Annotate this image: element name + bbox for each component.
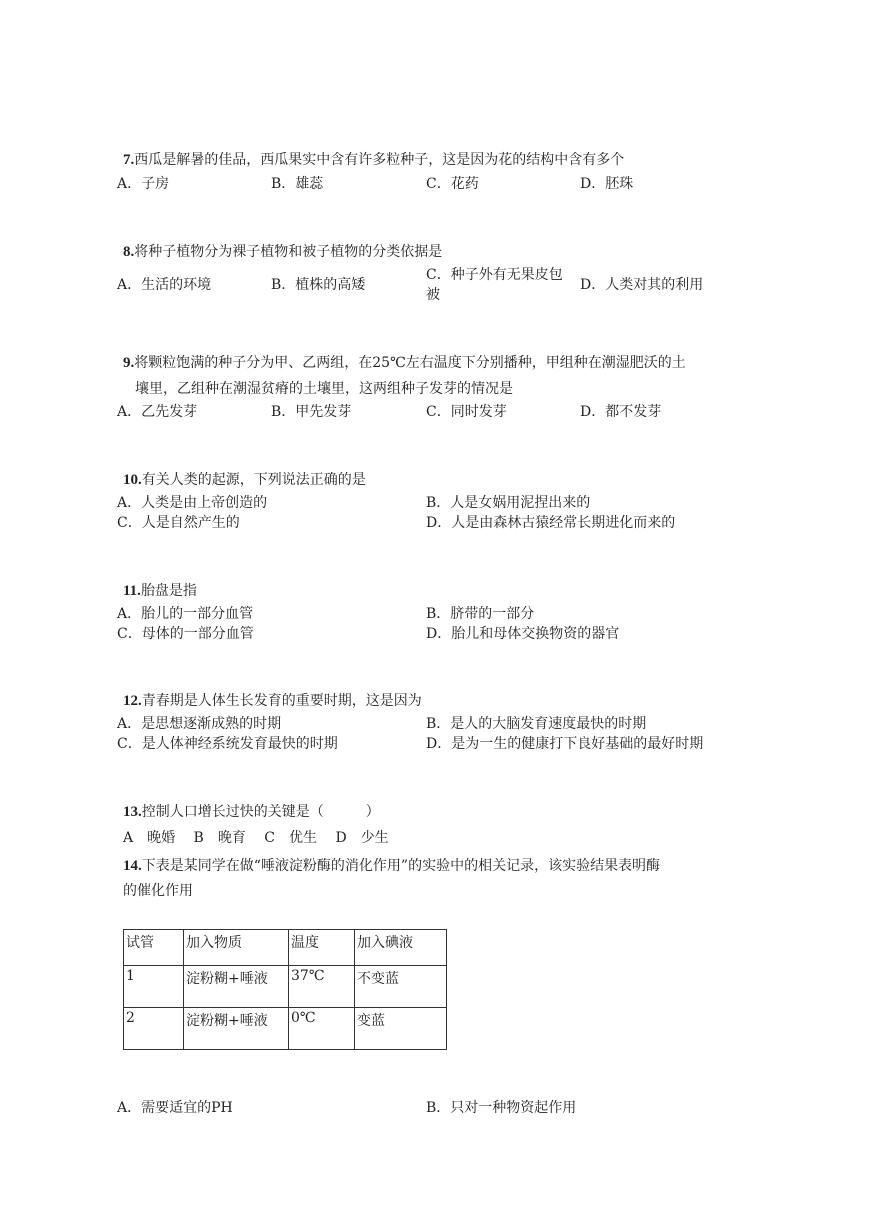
- table-header-cell: 试管: [124, 930, 184, 966]
- question-number: 14.: [123, 858, 142, 874]
- table-header-cell: 加入物质: [184, 930, 289, 966]
- option-d: D．都不发芽: [580, 404, 662, 420]
- question-9-stem: 9.将颗粒饱满的种子分为甲、乙两组，在25℃左右温度下分别播种，甲组种在潮湿肥沃的土: [123, 355, 686, 371]
- question-13-stem: 13.控制人口增长过快的关键是（ ）: [123, 804, 380, 820]
- table-cell: 不变蓝: [355, 966, 447, 1008]
- table-header-row: [124, 930, 447, 966]
- question-10-stem: 10.有关人类的起源，下列说法正确的是: [123, 472, 366, 488]
- experiment-record-table: [123, 929, 447, 1050]
- option-c: C．种子外有无果皮包被: [426, 267, 563, 303]
- option-c: C．是人体神经系统发育最快的时期: [117, 736, 338, 752]
- table-row: [124, 1008, 447, 1050]
- option-b: B．是人的大脑发育速度最快的时期: [426, 716, 647, 732]
- option-a: A．是思想逐渐成熟的时期: [117, 716, 282, 732]
- option-b: B．植株的高矮: [271, 277, 366, 293]
- option-d: D．胚珠: [580, 176, 634, 192]
- option-a: A．需要适宜的PH: [117, 1100, 233, 1116]
- table-header-cell: 加入碘液: [355, 930, 447, 966]
- option-c: C．人是自然产生的: [117, 515, 240, 531]
- option-d: D．人类对其的利用: [580, 277, 704, 293]
- options-line: A 晚婚 B 晚育 C 优生 D 少生: [123, 830, 389, 846]
- option-c: C．同时发芽: [426, 404, 507, 420]
- question-number: 11.: [123, 583, 141, 599]
- table-row: [124, 966, 447, 1008]
- question-12-stem: 12.青春期是人体生长发育的重要时期，这是因为: [123, 693, 422, 709]
- table-cell: 0℃: [289, 1008, 355, 1050]
- question-7-stem: 7.西瓜是解暑的佳品，西瓜果实中含有许多粒种子，这是因为花的结构中含有多个: [123, 152, 625, 168]
- table-cell: 淀粉糊+唾液: [184, 966, 289, 1008]
- table-cell: 淀粉糊+唾液: [184, 1008, 289, 1050]
- option-a: A．生活的环境: [117, 277, 212, 293]
- question-11-stem: 11.胎盘是指: [123, 583, 197, 599]
- table-header-cell: 温度: [289, 930, 355, 966]
- option-c: C．花药: [426, 176, 479, 192]
- question-14-stem-cont: 的催化作用: [123, 883, 193, 899]
- table-cell: 1: [124, 966, 184, 1008]
- option-a: A．乙先发芽: [117, 404, 198, 420]
- option-a: A．人类是由上帝创造的: [117, 495, 268, 511]
- question-number: 12.: [123, 693, 142, 709]
- question-number: 10.: [123, 472, 142, 488]
- question-number: 13.: [123, 804, 142, 820]
- option-d: D．是为一生的健康打下良好基础的最好时期: [426, 736, 704, 752]
- question-9-stem-cont: 壤里，乙组种在潮湿贫瘠的土壤里，这两组种子发芽的情况是: [135, 381, 513, 397]
- option-d: D．胎儿和母体交换物资的器官: [426, 626, 620, 642]
- option-b: B．人是女娲用泥捏出来的: [426, 495, 591, 511]
- question-number: 9.: [123, 355, 135, 371]
- table-cell: 37℃: [289, 966, 355, 1008]
- table-cell: 变蓝: [355, 1008, 447, 1050]
- option-b: B．雄蕊: [271, 176, 324, 192]
- question-8-stem: 8.将种子植物分为裸子植物和被子植物的分类依据是: [123, 244, 443, 260]
- question-number: 7.: [123, 152, 135, 168]
- option-b: B．只对一种物资起作用: [426, 1100, 577, 1116]
- option-c: C．母体的一部分血管: [117, 626, 254, 642]
- option-b: B．脐带的一部分: [426, 606, 535, 622]
- option-b: B．甲先发芽: [271, 404, 352, 420]
- option-a: A．子房: [117, 176, 170, 192]
- table-cell: 2: [124, 1008, 184, 1050]
- question-14-stem: 14.下表是某同学在做“唾液淀粉酶的消化作用”的实验中的相关记录，该实验结果表明酶: [123, 858, 661, 874]
- option-a: A．胎儿的一部分血管: [117, 606, 254, 622]
- option-d: D．人是由森林古猿经常长期进化而来的: [426, 515, 676, 531]
- question-number: 8.: [123, 244, 135, 260]
